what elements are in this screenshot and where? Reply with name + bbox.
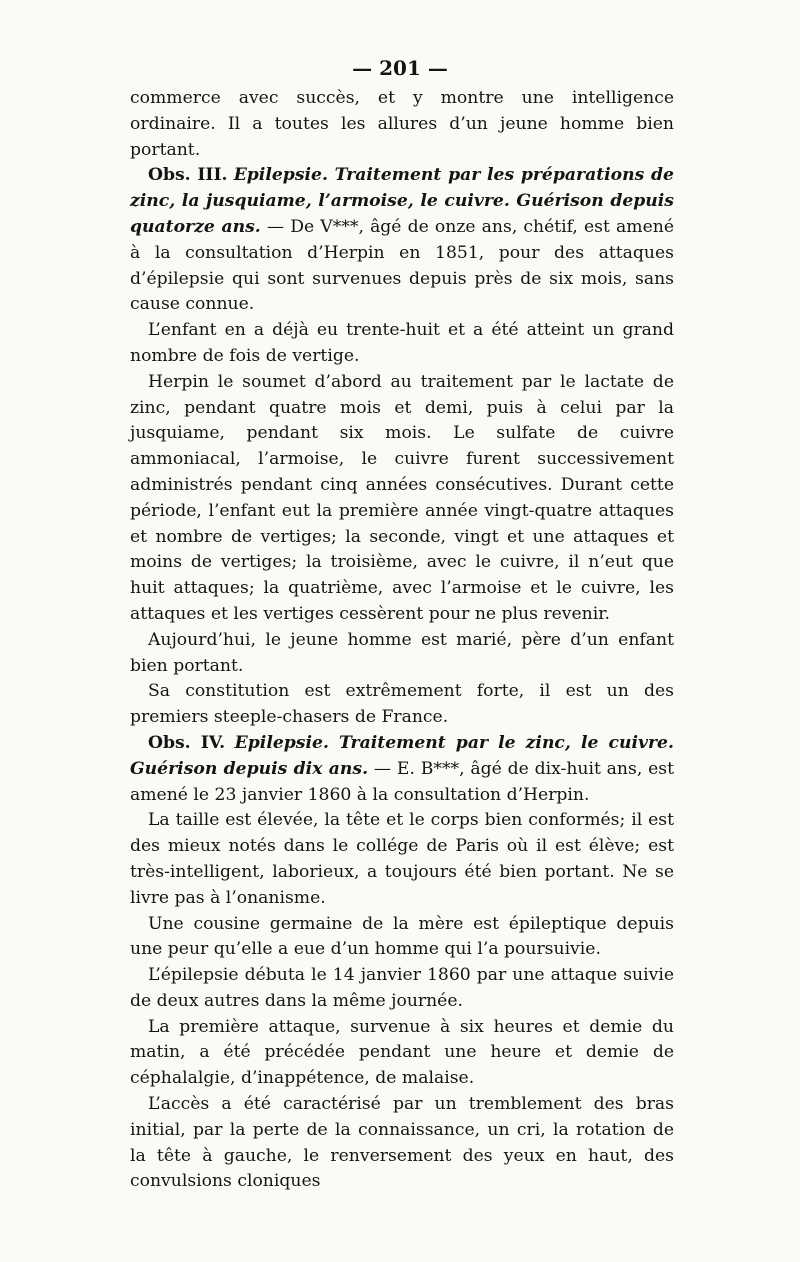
paragraph: La taille est élevée, la tête et le corps bien conformés; il est des mieux notés dans le collége de Paris où il est élève; est très-intelligent, laborieux, a toujours été bien portant. Ne se livre pas à l’onanisme. xyxy=(130,810,674,908)
observation-paragraph xyxy=(130,163,674,318)
observation-label: Obs. III. xyxy=(148,165,228,186)
paragraph: La première attaque, survenue à six heures et demie du matin, a été précédée pendant une heure et demie de céphalalgie, d’inappétence, de malaise. xyxy=(130,1016,674,1089)
paragraph: Sa constitution est extrêmement forte, il est un des premiers steeple-chasers de France. xyxy=(130,681,674,728)
paragraph: Herpin le soumet d’abord au traitement par le lactate de zinc, pendant quatre mois et demi, puis à celui par la jusquiame, pendant six mois. Le sulfate de cuivre ammoniacal, l’armoise, le cuivre furent successivement administrés pendant cinq années consécutives. Durant cette période, l’enfant eut la première année vingt-quatre attaques et nombre de vertiges; la seconde, vingt et une attaques et moins de vertiges; la troisième, avec le cuivre, il n’eut que huit attaques; la quatrième, avec l’armoise et le cuivre, les attaques et les vertiges cessèrent pour ne plus revenir. xyxy=(130,371,674,624)
observation-paragraph xyxy=(130,731,674,808)
paragraph: L’accès a été caractérisé par un tremblement des bras initial, par la perte de la connaissance, un cri, la rotation de la tête à gauche, le renversement des yeux en haut, des convulsions cloniques xyxy=(130,1094,674,1192)
body-text xyxy=(130,86,674,1195)
observation-text: — E. B***, âgé de dix-huit ans, est amené le 23 janvier 1860 à la consultation d’Herpin. xyxy=(130,758,674,805)
paragraph: L’enfant en a déjà eu trente-huit et a été atteint un grand nombre de fois de vertige. xyxy=(130,320,674,366)
paragraph: Aujourd’hui, le jeune homme est marié, père d’un enfant bien portant. xyxy=(130,629,674,676)
paragraph: Une cousine germaine de la mère est épileptique depuis une peur qu’elle a eue d’un homme qui l’a poursuivie. xyxy=(130,913,674,960)
observation-text: — De V***, âgé de onze ans, chétif, est amené à la consultation d’Herpin en 1851, pour des attaques d’épilepsie qui sont survenues depuis près de six mois, sans cause connue. xyxy=(130,216,674,315)
page-number: — 201 — xyxy=(352,56,448,80)
paragraph: commerce avec succès, et y montre une intelligence ordinaire. Il a toutes les allures d’un jeune homme bien portant. xyxy=(130,88,674,160)
observation-title: Epilepsie. Traitement par le zinc, le cuivre. Guérison depuis dix ans. xyxy=(130,732,674,779)
observation-label: Obs. IV. xyxy=(148,732,226,753)
paragraph: L’épilepsie débuta le 14 janvier 1860 par une attaque suivie de deux autres dans la même journée. xyxy=(130,965,674,1011)
observation-title: Epilepsie. Traitement par les préparations de zinc, la jusquiame, l’armoise, le cuivre. Guérison depuis quatorze ans. xyxy=(130,165,674,237)
